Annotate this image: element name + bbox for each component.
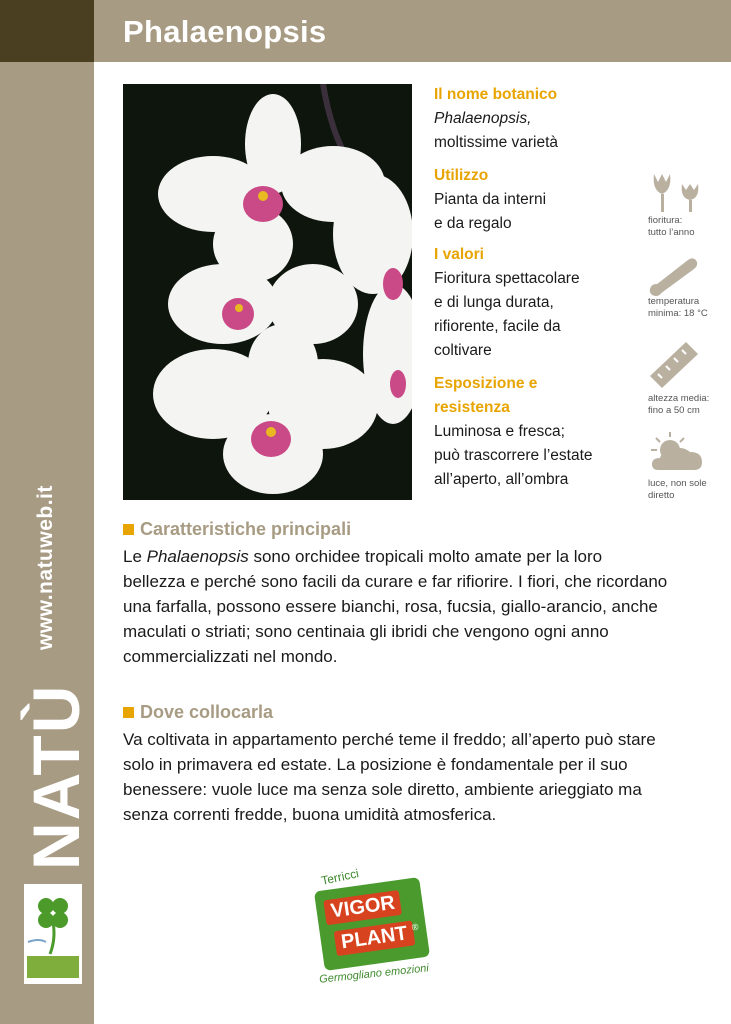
brand-logo-text: NATÙ bbox=[19, 683, 93, 870]
sun-cloud-icon bbox=[648, 430, 706, 479]
exposure-heading: Esposizione e bbox=[434, 375, 538, 392]
values-heading: I valori bbox=[434, 246, 484, 263]
placement-section bbox=[123, 700, 668, 827]
plant-info bbox=[434, 83, 624, 494]
botanical-name: Phalaenopsis, bbox=[434, 110, 532, 127]
logo-plant: PLANT bbox=[334, 920, 415, 956]
logo-registered: ® bbox=[411, 921, 420, 933]
temperature-caption: minima: 18 °C bbox=[648, 308, 708, 319]
values-line: rifiorente, facile da bbox=[434, 318, 561, 335]
vigor-plant-logo bbox=[317, 866, 435, 990]
botanical-varieties: moltissime varietà bbox=[434, 134, 559, 151]
light-caption: luce, non sole bbox=[648, 478, 707, 489]
light-caption: diretto bbox=[648, 490, 675, 501]
exposure-line: può trascorrere l’estate bbox=[434, 447, 593, 464]
exposure-heading: resistenza bbox=[434, 399, 510, 416]
use-line: Pianta da interni bbox=[434, 191, 547, 208]
logo-badge bbox=[314, 877, 430, 971]
features-section bbox=[123, 517, 668, 669]
ruler-icon bbox=[648, 340, 700, 393]
garden-center-logo bbox=[24, 884, 82, 984]
height-caption: fino a 50 cm bbox=[648, 405, 700, 416]
values-line: coltivare bbox=[434, 342, 492, 359]
logo-tagline: Germogliano emozioni bbox=[318, 962, 430, 986]
use-heading: Utilizzo bbox=[434, 167, 489, 184]
values-line: Fioritura spettacolare bbox=[434, 270, 580, 287]
thermometer-icon bbox=[648, 254, 700, 301]
values-line: e di lunga durata, bbox=[434, 294, 554, 311]
clover-icon bbox=[38, 898, 68, 954]
square-bullet-icon bbox=[123, 524, 134, 535]
logo-terricci: Terricci bbox=[319, 866, 361, 888]
flowering-caption: fioritura: bbox=[648, 215, 683, 226]
square-bullet-icon bbox=[123, 707, 134, 718]
logo-vigor: VIGOR bbox=[323, 890, 402, 925]
use-line: e da regalo bbox=[434, 215, 512, 232]
placement-text: Va coltivata in appartamento perché teme il freddo; all’aperto può stare solo in primavera ed estate. La posizione è fondamentale per il suo benessere: vuole luce ma senza sole diretto, ambiente arieggiato ma senza correnti fredde, buona umidità atmosferica. bbox=[123, 730, 656, 824]
height-caption: altezza media: bbox=[648, 393, 710, 404]
sidebar-top-block bbox=[0, 0, 94, 62]
page-title: Phalaenopsis bbox=[123, 14, 327, 49]
exposure-line: all’aperto, all’ombra bbox=[434, 471, 569, 488]
placement-heading: Dove collocarla bbox=[140, 702, 274, 722]
botanical-heading: Il nome botanico bbox=[434, 86, 558, 103]
features-heading: Caratteristiche principali bbox=[140, 519, 352, 539]
temperature-caption: temperatura bbox=[648, 296, 700, 307]
tulip-icon bbox=[648, 170, 708, 219]
flowering-caption: tutto l’anno bbox=[648, 227, 695, 238]
website-link[interactable]: www.natuweb.it bbox=[34, 485, 57, 650]
orchid-photo bbox=[123, 84, 412, 500]
features-text: Le Phalaenopsis sono orchidee tropicali molto amate per la loro bellezza e perché sono facili da curare e far rifiorire. I fiori, che ricordano una farfalla, possono essere bianchi, rosa, fucsia, giallo-arancio, anche maculati o striati; sono centinaia gli ibridi che vengono ogni anno commercializzati nel mondo. bbox=[123, 547, 668, 666]
exposure-line: Luminosa e fresca; bbox=[434, 423, 565, 440]
